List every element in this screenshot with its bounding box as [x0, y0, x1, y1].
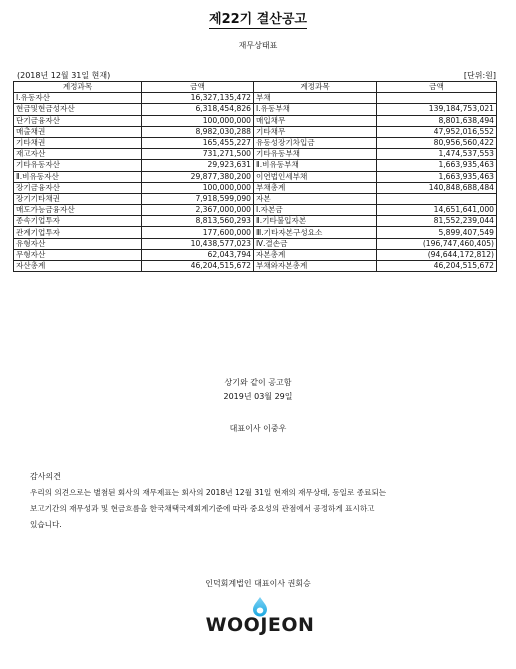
table-row	[14, 249, 497, 260]
ceo-signature: 대표이사 이중우	[229, 424, 287, 433]
opinion-line: 있습니다.	[30, 520, 62, 529]
amount-cell: 177,600,000	[142, 227, 254, 238]
account-name-cell: 무형자산	[14, 249, 142, 260]
account-name-cell: 기타유동자산	[14, 160, 142, 171]
amount-cell	[377, 93, 497, 104]
account-name-cell: 장기기타채권	[14, 193, 142, 204]
table-row	[14, 160, 497, 171]
account-name-cell: 기타채권	[14, 137, 142, 148]
header-cell: 계정과목	[254, 82, 377, 93]
amount-cell: 165,455,227	[142, 137, 254, 148]
amount-cell: 81,552,239,044	[377, 216, 497, 227]
amount-cell: 47,952,016,552	[377, 126, 497, 137]
amount-cell: 62,043,794	[142, 249, 254, 260]
account-name-cell: Ⅱ.비유동자산	[14, 171, 142, 182]
amount-cell: 8,813,560,293	[142, 216, 254, 227]
unit-note: [단위:원]	[463, 71, 496, 80]
account-name-cell: Ⅲ.기타자본구성요소	[254, 227, 377, 238]
table-meta	[17, 70, 496, 81]
table-row	[14, 238, 497, 249]
opinion-heading: 감사의견	[30, 472, 61, 481]
account-name-cell: 유동성장기차입금	[254, 137, 377, 148]
amount-cell: 5,899,407,549	[377, 227, 497, 238]
table-row	[14, 126, 497, 137]
amount-cell: 16,327,135,472	[142, 93, 254, 104]
table-row	[14, 104, 497, 115]
account-name-cell: 재고자산	[14, 149, 142, 160]
header-cell: 금액	[142, 82, 254, 93]
logo-wordmark: WOOJEON	[205, 614, 315, 636]
account-name-cell: 매도가능금융자산	[14, 205, 142, 216]
table-row	[14, 193, 497, 204]
account-name-cell: 자본총계	[254, 249, 377, 260]
table-row	[14, 115, 497, 126]
header-cell: 계정과목	[14, 82, 142, 93]
account-name-cell: 자본	[254, 193, 377, 204]
account-name-cell: 관계기업투자	[14, 227, 142, 238]
amount-cell: (196,747,460,405)	[377, 238, 497, 249]
amount-cell: 80,956,560,422	[377, 137, 497, 148]
account-name-cell: 부채	[254, 93, 377, 104]
account-name-cell: 현금및현금성자산	[14, 104, 142, 115]
account-name-cell: 장기금융자산	[14, 182, 142, 193]
account-name-cell: 매입채무	[254, 115, 377, 126]
amount-cell: 14,651,641,000	[377, 205, 497, 216]
table-row	[14, 205, 497, 216]
table-row	[14, 261, 497, 272]
amount-cell: 29,923,631	[142, 160, 254, 171]
table-row	[14, 137, 497, 148]
amount-cell: 8,801,638,494	[377, 115, 497, 126]
opinion-body	[30, 485, 490, 533]
amount-cell: 10,438,577,023	[142, 238, 254, 249]
account-name-cell: Ⅰ.유동자산	[14, 93, 142, 104]
amount-cell: 2,367,000,000	[142, 205, 254, 216]
amount-cell: 140,848,688,484	[377, 182, 497, 193]
amount-cell: 139,184,753,021	[377, 104, 497, 115]
table-row	[14, 216, 497, 227]
amount-cell: 100,000,000	[142, 115, 254, 126]
account-name-cell: 자산총계	[14, 261, 142, 272]
account-name-cell: 종속기업투자	[14, 216, 142, 227]
statement-subtitle: 재무상태표	[238, 41, 278, 50]
account-name-cell: 부채와자본총계	[254, 261, 377, 272]
table-row	[14, 171, 497, 182]
amount-cell: 6,318,454,826	[142, 104, 254, 115]
account-name-cell: 기타유동부채	[254, 149, 377, 160]
opinion-line: 보고기간의 재무성과 및 현금흐름을 한국채택국제회계기준에 따라 중요성의 관점에서 공정하게 표시하고	[30, 504, 375, 513]
announcement: 상기와 같이 공고함	[224, 378, 292, 387]
table-header-row	[14, 82, 497, 93]
account-name-cell: Ⅱ.비유동부채	[254, 160, 377, 171]
account-name-cell: Ⅰ.자본금	[254, 205, 377, 216]
notice-title: 제22기 결산공고	[209, 12, 307, 27]
date-note: (2018년 12월 31일 현재)	[17, 71, 111, 80]
table-row	[14, 227, 497, 238]
balance-sheet-table	[13, 81, 497, 272]
account-name-cell: 매출채권	[14, 126, 142, 137]
table-row	[14, 182, 497, 193]
table-row	[14, 149, 497, 160]
account-name-cell: 부채총계	[254, 182, 377, 193]
amount-cell: 46,204,515,672	[142, 261, 254, 272]
amount-cell: (94,644,172,812)	[377, 249, 497, 260]
account-name-cell: 이연법인세부채	[254, 171, 377, 182]
announcement-date: 2019년 03월 29일	[223, 392, 293, 401]
account-name-cell: 유형자산	[14, 238, 142, 249]
amount-cell: 731,271,500	[142, 149, 254, 160]
opinion-line: 우리의 의견으로는 별첨된 회사의 재무제표는 회사의 2018년 12월 31일 현재의 재무상태, 동일로 종료되는	[30, 488, 387, 497]
company-logo	[195, 596, 325, 641]
account-name-cell: Ⅰ.유동부채	[254, 104, 377, 115]
amount-cell: 100,000,000	[142, 182, 254, 193]
account-name-cell: Ⅱ.기타불입자본	[254, 216, 377, 227]
account-name-cell: 기타채무	[254, 126, 377, 137]
amount-cell: 1,474,537,553	[377, 149, 497, 160]
amount-cell: 29,877,380,200	[142, 171, 254, 182]
amount-cell: 1,663,935,463	[377, 171, 497, 182]
amount-cell: 7,918,599,090	[142, 193, 254, 204]
amount-cell	[377, 193, 497, 204]
auditor-signature: 인덕회계법인 대표이사 권회승	[205, 579, 311, 588]
amount-cell: 46,204,515,672	[377, 261, 497, 272]
table-row	[14, 93, 497, 104]
amount-cell: 8,982,030,288	[142, 126, 254, 137]
amount-cell: 1,663,935,463	[377, 160, 497, 171]
account-name-cell: Ⅳ.결손금	[254, 238, 377, 249]
header-cell: 금액	[377, 82, 497, 93]
account-name-cell: 단기금융자산	[14, 115, 142, 126]
